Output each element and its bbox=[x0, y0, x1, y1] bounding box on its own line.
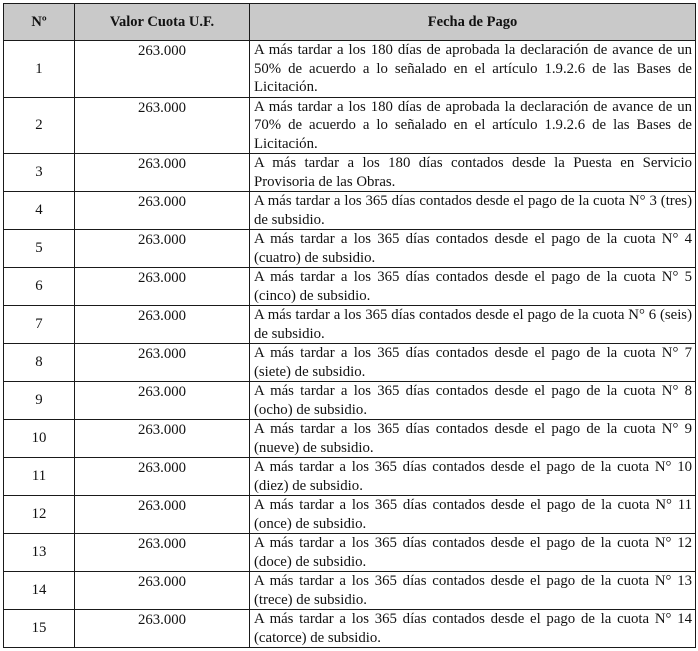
row-valor-cuota: 263.000 bbox=[75, 268, 250, 306]
row-fecha-de-pago: A más tardar a los 180 días de aprobada la declaración de avance de un 70% de acuerdo a lo señalado en el artículo 1.9.2.6 de las Bases de Licitación. bbox=[250, 97, 696, 154]
row-fecha-de-pago: A más tardar a los 365 días contados desde el pago de la cuota N° 10 (diez) de subsidio. bbox=[250, 458, 696, 496]
table-row bbox=[4, 306, 696, 344]
row-number: 8 bbox=[4, 344, 75, 382]
row-valor-cuota: 263.000 bbox=[75, 534, 250, 572]
row-fecha-de-pago: A más tardar a los 365 días contados desde el pago de la cuota N° 13 (trece) de subsidio. bbox=[250, 572, 696, 610]
row-number: 7 bbox=[4, 306, 75, 344]
table-row bbox=[4, 572, 696, 610]
header-fecha-de-pago: Fecha de Pago bbox=[250, 4, 696, 41]
row-number: 5 bbox=[4, 230, 75, 268]
row-fecha-de-pago: A más tardar a los 180 días de aprobada la declaración de avance de un 50% de acuerdo a lo señalado en el artículo 1.9.2.6 de las Bases de Licitación. bbox=[250, 41, 696, 98]
row-number: 12 bbox=[4, 496, 75, 534]
row-number: 10 bbox=[4, 420, 75, 458]
row-number: 13 bbox=[4, 534, 75, 572]
table-header-row bbox=[4, 4, 696, 41]
row-fecha-de-pago: A más tardar a los 365 días contados desde el pago de la cuota N° 7 (siete) de subsidio. bbox=[250, 344, 696, 382]
row-fecha-de-pago: A más tardar a los 365 días contados desde el pago de la cuota N° 9 (nueve) de subsidio. bbox=[250, 420, 696, 458]
row-number: 1 bbox=[4, 41, 75, 98]
row-fecha-de-pago: A más tardar a los 365 días contados desde el pago de la cuota N° 4 (cuatro) de subsidio. bbox=[250, 230, 696, 268]
row-fecha-de-pago: A más tardar a los 365 días contados desde el pago de la cuota N° 11 (once) de subsidio. bbox=[250, 496, 696, 534]
row-valor-cuota: 263.000 bbox=[75, 306, 250, 344]
row-valor-cuota: 263.000 bbox=[75, 572, 250, 610]
table-row bbox=[4, 192, 696, 230]
row-valor-cuota: 263.000 bbox=[75, 97, 250, 154]
row-fecha-de-pago: A más tardar a los 365 días contados desde el pago de la cuota N° 14 (catorce) de subsidio. bbox=[250, 610, 696, 648]
table-row bbox=[4, 230, 696, 268]
subsidy-schedule-table bbox=[3, 3, 696, 648]
row-fecha-de-pago: A más tardar a los 365 días contados desde el pago de la cuota N° 5 (cinco) de subsidio. bbox=[250, 268, 696, 306]
row-valor-cuota: 263.000 bbox=[75, 192, 250, 230]
row-valor-cuota: 263.000 bbox=[75, 420, 250, 458]
table-row bbox=[4, 268, 696, 306]
row-valor-cuota: 263.000 bbox=[75, 458, 250, 496]
row-number: 11 bbox=[4, 458, 75, 496]
row-valor-cuota: 263.000 bbox=[75, 496, 250, 534]
table-row bbox=[4, 496, 696, 534]
row-fecha-de-pago: A más tardar a los 180 días contados desde la Puesta en Servicio Provisoria de las Obras. bbox=[250, 154, 696, 192]
header-valor-cuota: Valor Cuota U.F. bbox=[75, 4, 250, 41]
table-row bbox=[4, 610, 696, 648]
row-fecha-de-pago: A más tardar a los 365 días contados desde el pago de la cuota N° 8 (ocho) de subsidio. bbox=[250, 382, 696, 420]
row-number: 4 bbox=[4, 192, 75, 230]
row-number: 2 bbox=[4, 97, 75, 154]
table-row bbox=[4, 420, 696, 458]
table-row bbox=[4, 382, 696, 420]
table-row bbox=[4, 41, 696, 98]
row-number: 3 bbox=[4, 154, 75, 192]
table-row bbox=[4, 97, 696, 154]
table-row bbox=[4, 534, 696, 572]
row-valor-cuota: 263.000 bbox=[75, 230, 250, 268]
row-valor-cuota: 263.000 bbox=[75, 610, 250, 648]
row-valor-cuota: 263.000 bbox=[75, 382, 250, 420]
row-number: 14 bbox=[4, 572, 75, 610]
header-no: Nº bbox=[4, 4, 75, 41]
table-row bbox=[4, 458, 696, 496]
row-fecha-de-pago: A más tardar a los 365 días contados desde el pago de la cuota N° 6 (seis) de subsidio. bbox=[250, 306, 696, 344]
row-valor-cuota: 263.000 bbox=[75, 154, 250, 192]
row-valor-cuota: 263.000 bbox=[75, 41, 250, 98]
row-number: 15 bbox=[4, 610, 75, 648]
row-number: 9 bbox=[4, 382, 75, 420]
row-fecha-de-pago: A más tardar a los 365 días contados desde el pago de la cuota N° 3 (tres) de subsidio. bbox=[250, 192, 696, 230]
row-number: 6 bbox=[4, 268, 75, 306]
table-row bbox=[4, 154, 696, 192]
row-fecha-de-pago: A más tardar a los 365 días contados desde el pago de la cuota N° 12 (doce) de subsidio. bbox=[250, 534, 696, 572]
row-valor-cuota: 263.000 bbox=[75, 344, 250, 382]
table-row bbox=[4, 344, 696, 382]
